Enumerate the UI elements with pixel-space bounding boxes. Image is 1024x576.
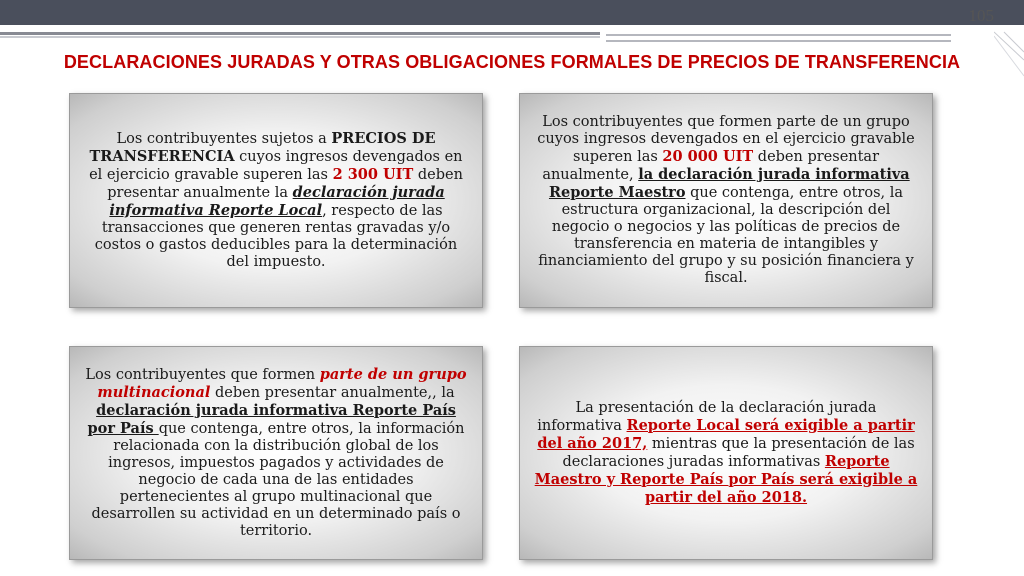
slide-number: 105 — [968, 6, 994, 25]
highlight-reporte-local: declaración jurada informativa Reporte Local — [109, 184, 445, 219]
highlight-exigible-2017: Reporte Local será exigible a partir del año 2017, — [537, 416, 915, 452]
header-rule-left — [0, 32, 600, 35]
highlight-reporte-pais: declaración jurada informativa Reporte País por País — [87, 402, 456, 437]
card-exigibilidad — [519, 346, 933, 560]
threshold-2300-uit: 2 300 UIT — [332, 166, 414, 183]
highlight-exigible-2018: Reporte Maestro y Reporte País por País será exigible a partir del año 2018. — [534, 452, 918, 506]
threshold-20000-uit: 20 000 UIT — [662, 148, 754, 165]
header-rule-right-top — [606, 34, 951, 36]
top-bar — [0, 0, 1024, 25]
card-reporte-local-text: Los contribuyentes sujetos a PRECIOS DE TRANSFERENCIA cuyos ingresos devengados en el ejercicio gravable superen las 2 300 UIT deben presentar anualmente la declaración jurada informativa Reporte Local, respecto de las transacciones que generen rentas gravadas y/o costos o gastos deducibles para la determinación del impuesto. — [89, 130, 463, 270]
card-reporte-pais-por-pais — [69, 346, 483, 560]
card-reporte-local — [69, 93, 483, 308]
header-rule-right-bottom — [606, 40, 951, 42]
card-reporte-maestro — [519, 93, 933, 308]
card-reporte-pais-text: Los contribuyentes que formen parte de un grupo multinacional deben presentar anualmente,, la declaración jurada informativa Reporte País por País que contenga, entre otros, la información relacionada con la distribución global de los ingresos, impuestos pagados y actividades de negocio de cada una de las entidades pertenecientes al grupo multinacional que desarrollen su actividad en un determinado país o territorio. — [85, 366, 467, 539]
card-exigibilidad-text: La presentación de la declaración jurada informativa Reporte Local será exigible a partir del año 2017, mientras que la presentación de las declaraciones juradas informativas Reporte Maestro y Reporte País por País será exigible a partir del año 2018. — [534, 399, 918, 506]
slide-title: DECLARACIONES JURADAS Y OTRAS OBLIGACIONES FORMALES DE PRECIOS DE TRANSFERENCIA — [63, 52, 961, 72]
highlight-precios: PRECIOS DE TRANSFERENCIA — [89, 130, 436, 165]
card-reporte-maestro-text: Los contribuyentes que formen parte de un grupo cuyos ingresos devengados en el ejercicio gravable superen las 20 000 UIT deben presentar anualmente, la declaración jurada informativa Reporte Maestro que contenga, entre otros, la estructura organizacional, la descripción del negocio o negocios y las políticas de precios de transferencia en materia de intangibles y financiamiento del grupo y su posición financiera y fiscal. — [537, 114, 915, 286]
header-rule-left-thin — [0, 36, 600, 38]
highlight-reporte-maestro: la declaración jurada informativa Reporte Maestro — [548, 166, 910, 201]
highlight-grupo-multinacional: parte de un grupo multinacional — [97, 366, 467, 401]
